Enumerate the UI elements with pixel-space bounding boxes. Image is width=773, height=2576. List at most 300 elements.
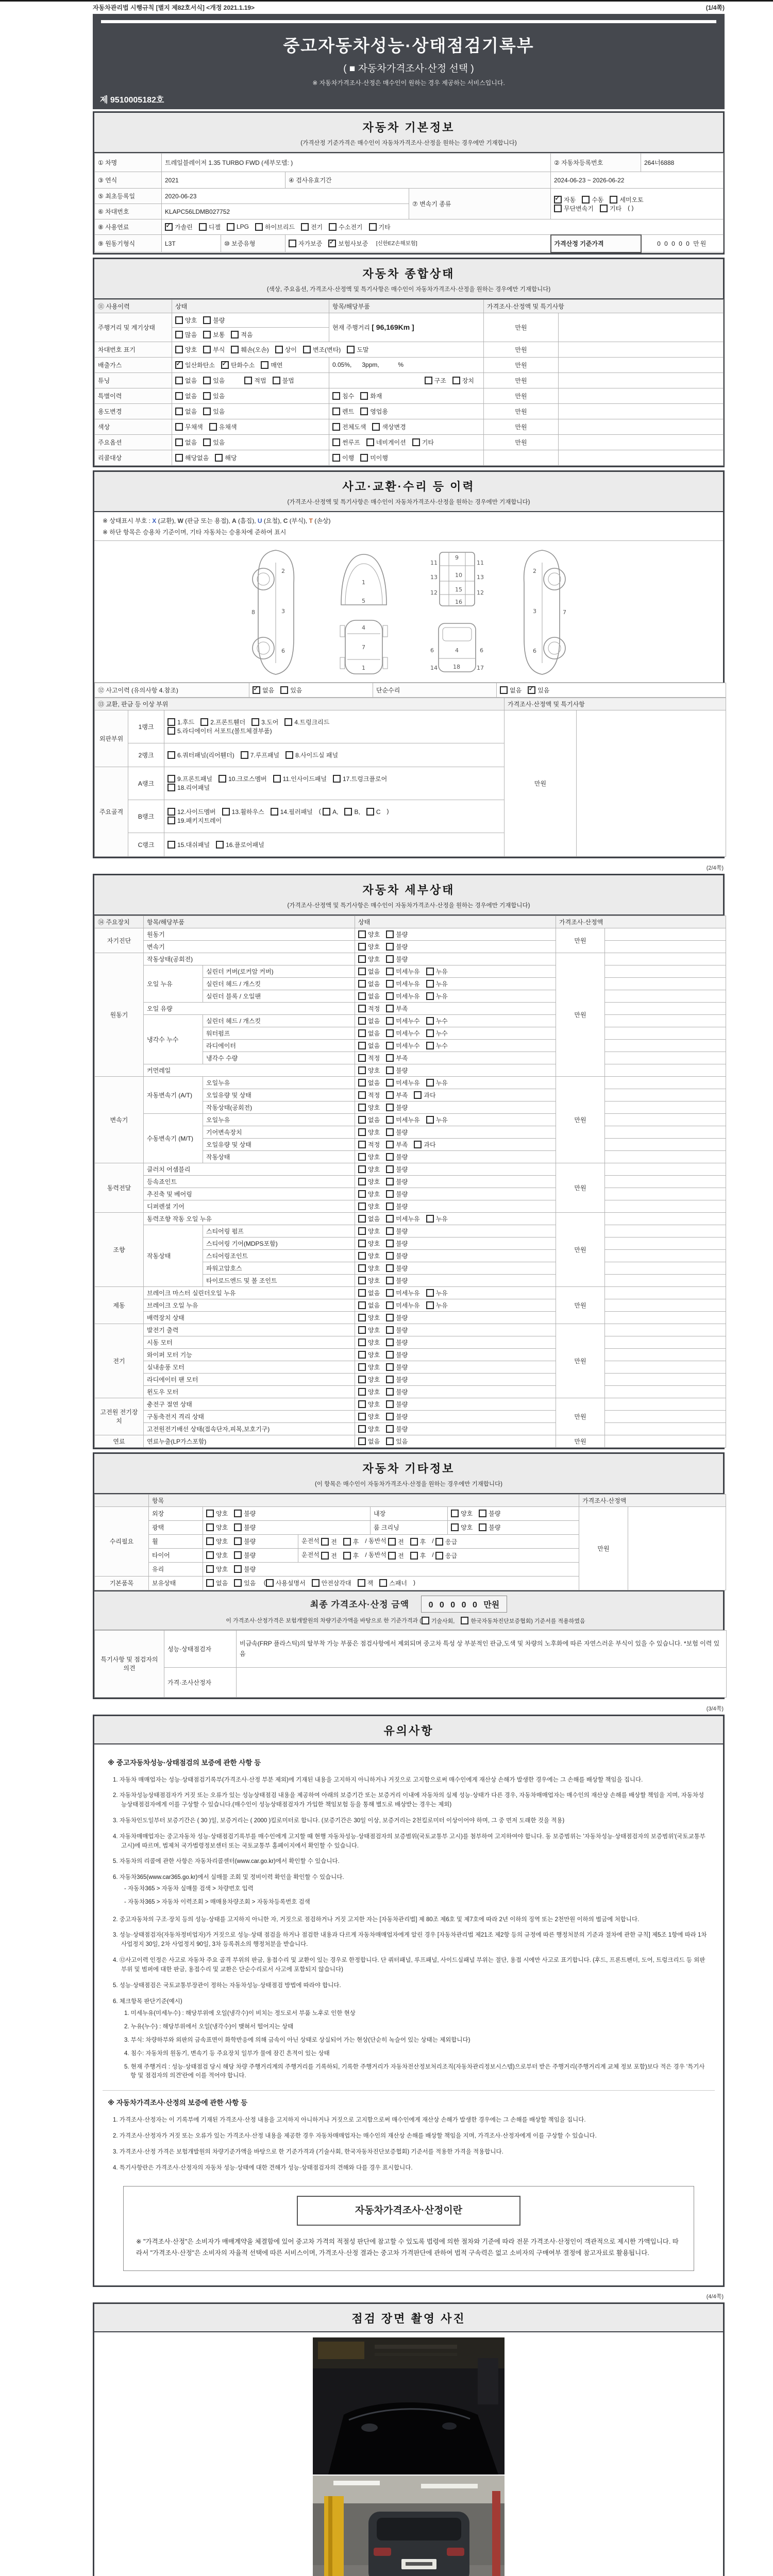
checkbox[interactable]: [358, 1202, 366, 1210]
checkbox-checked[interactable]: [165, 223, 173, 231]
checkbox[interactable]: [386, 1376, 394, 1383]
checkbox-label: 없음: [262, 686, 275, 694]
checkbox[interactable]: [358, 1005, 366, 1012]
checkbox[interactable]: [332, 454, 340, 462]
checkbox[interactable]: [273, 775, 281, 783]
checkbox-label: 양호: [368, 1165, 380, 1173]
checkbox[interactable]: [386, 1425, 394, 1433]
checkbox[interactable]: [206, 1523, 214, 1531]
checkbox[interactable]: [422, 1617, 429, 1624]
checkbox[interactable]: [175, 408, 183, 415]
checkbox[interactable]: [386, 1165, 394, 1173]
checkbox[interactable]: [167, 751, 175, 759]
checkbox-label: 양호: [216, 1552, 228, 1559]
frame-group-label: 주요골격: [95, 767, 128, 856]
checkbox[interactable]: [451, 1523, 459, 1531]
notice-subitem: - 자동차365 > 자동차 실매물 검색 > 차량번호 입력: [124, 1886, 254, 1892]
checkbox[interactable]: [167, 817, 175, 824]
checkbox[interactable]: [251, 718, 259, 726]
checkbox-label: 없음: [185, 377, 197, 384]
checkbox-label: 적정: [368, 1091, 380, 1099]
rankA-items: [164, 767, 505, 800]
checkbox-option: [451, 1509, 473, 1518]
checkbox-option: [329, 223, 362, 231]
svg-text:6: 6: [281, 647, 285, 654]
checkbox[interactable]: [461, 1617, 468, 1624]
checkbox[interactable]: [452, 377, 460, 384]
checkbox-option: [167, 718, 194, 726]
checkbox[interactable]: [329, 223, 337, 231]
checkbox[interactable]: [167, 718, 175, 726]
checkbox-label: 불량: [396, 1277, 408, 1284]
checkbox[interactable]: [386, 1178, 394, 1185]
checkbox-option: [358, 1363, 380, 1371]
checkbox[interactable]: [386, 1400, 394, 1408]
checkbox-option: [358, 1066, 380, 1075]
checkbox[interactable]: [175, 423, 183, 431]
checkbox[interactable]: [372, 423, 380, 431]
car-name-value: 트레일블레이저 1.35 TURBO FWD (세부모델: ): [162, 154, 551, 172]
checkbox[interactable]: [167, 808, 175, 816]
checkbox[interactable]: [358, 992, 366, 1000]
checkbox[interactable]: [332, 408, 340, 415]
checkbox[interactable]: [347, 346, 355, 353]
opinion-group-label: 특기사항 및 점검자의 의견: [95, 1630, 164, 1697]
checkbox[interactable]: [358, 1079, 366, 1087]
overall-col-use: ⑪ 사용이력: [95, 299, 172, 313]
checkbox[interactable]: [426, 1215, 434, 1223]
checkbox[interactable]: [426, 1116, 434, 1124]
checkbox[interactable]: [343, 1538, 351, 1546]
checkbox[interactable]: [241, 751, 248, 759]
checkbox[interactable]: [358, 1240, 366, 1247]
final-price-note: 이 가격조사·산정가격은 보험개발원의 차량기준가액을 바탕으로 한 기준가격과 ( 기술사회, 한국자동차진단보증협회) 기준서를 적용하였음: [226, 1617, 585, 1624]
checkbox[interactable]: [386, 1363, 394, 1371]
checkbox[interactable]: [358, 1227, 366, 1235]
checkbox-label: 수소전기: [339, 223, 363, 231]
checkbox[interactable]: [358, 1277, 366, 1284]
checkbox[interactable]: [344, 808, 352, 816]
checkbox[interactable]: [332, 392, 340, 400]
checkbox[interactable]: [234, 1523, 242, 1531]
checkbox[interactable]: [386, 1054, 394, 1062]
checkbox[interactable]: [285, 751, 293, 759]
checkbox-label: 전: [331, 1538, 337, 1546]
checkbox-label: 보통: [213, 331, 225, 338]
checkbox[interactable]: [234, 1510, 242, 1517]
checkbox-label: 해당없음: [185, 454, 209, 462]
checkbox[interactable]: [610, 196, 617, 204]
checkbox-label: 무채색: [185, 423, 203, 431]
checkbox[interactable]: [273, 377, 280, 384]
checkbox[interactable]: [386, 1413, 394, 1420]
checkbox[interactable]: [414, 1141, 422, 1148]
checkbox[interactable]: [426, 1301, 434, 1309]
checkbox[interactable]: [358, 1579, 365, 1587]
checkbox[interactable]: [358, 1153, 366, 1161]
checkbox[interactable]: [203, 392, 211, 400]
checkbox[interactable]: [222, 808, 230, 816]
checkbox[interactable]: [426, 1042, 434, 1049]
checkbox[interactable]: [386, 1388, 394, 1396]
checkbox-option: [203, 407, 225, 416]
checkbox-option: [285, 751, 338, 759]
checkbox-option: [386, 1177, 408, 1186]
checkbox[interactable]: [386, 1301, 394, 1309]
checkbox[interactable]: [231, 346, 239, 353]
checkbox[interactable]: [412, 438, 420, 446]
checkbox[interactable]: [358, 1376, 366, 1383]
checkbox-option: [582, 195, 603, 204]
checkbox[interactable]: [386, 1017, 394, 1025]
checkbox[interactable]: [386, 1252, 394, 1260]
checkbox[interactable]: [167, 841, 175, 849]
checkbox[interactable]: [358, 1104, 366, 1111]
checkbox[interactable]: [312, 1579, 320, 1587]
checkbox[interactable]: [358, 1017, 366, 1025]
checkbox[interactable]: [203, 438, 211, 446]
checkbox[interactable]: [388, 1552, 396, 1560]
checkbox[interactable]: [234, 1551, 242, 1559]
recall-options-1: [172, 450, 329, 465]
checkbox-checked[interactable]: [253, 686, 260, 694]
checkbox[interactable]: [358, 1141, 366, 1148]
checkbox[interactable]: [203, 331, 211, 338]
checkbox-option: [426, 1078, 448, 1087]
checkbox[interactable]: [358, 1289, 366, 1297]
other-table: 항목 가격조사·산정액 수리필요 외장 양호 불량 내장 양호 불량 만원 광택 양호 불량 룸 크리닝 양호 불량 휠 양호 불량 운전석 전 후 / 동반석 전 후 / 응급 타이어 양호 불량 운전석 전 후 / 동반석 전 후 / 응급 유리 양호 불량 기본품목 보유상태 없음 있음 ( 사용설명서 안전삼각대 잭 스패너 ): [94, 1494, 726, 1590]
checkbox[interactable]: [255, 223, 263, 231]
checkbox[interactable]: [386, 1005, 394, 1012]
checkbox[interactable]: [209, 423, 217, 431]
checkbox[interactable]: [203, 316, 211, 324]
checkbox[interactable]: [410, 1552, 418, 1560]
checkbox[interactable]: [303, 346, 311, 353]
checkbox[interactable]: [582, 196, 590, 204]
checkbox-checked[interactable]: [221, 361, 229, 369]
overall-header: [94, 259, 723, 299]
checkbox[interactable]: [203, 408, 211, 415]
checkbox-label: 양호: [216, 1510, 228, 1517]
checkbox[interactable]: [358, 1326, 366, 1334]
checkbox[interactable]: [426, 1079, 434, 1087]
checkbox[interactable]: [358, 1388, 366, 1396]
svg-text:6: 6: [532, 647, 536, 654]
checkbox[interactable]: [386, 1215, 394, 1223]
checkbox[interactable]: [426, 1289, 434, 1297]
checkbox[interactable]: [203, 346, 211, 353]
svg-text:8: 8: [251, 608, 255, 616]
checkbox-label: 렌트: [342, 408, 355, 415]
checkbox[interactable]: [206, 1537, 214, 1545]
checkbox-label: 불량: [489, 1510, 501, 1517]
checkbox-option: [167, 726, 272, 735]
checkbox[interactable]: [388, 1538, 396, 1546]
checkbox-label: 양호: [368, 955, 380, 963]
section-overall-state: [93, 258, 725, 467]
checkbox[interactable]: [358, 1413, 366, 1420]
checkbox[interactable]: [386, 1326, 394, 1334]
checkbox[interactable]: [175, 346, 183, 353]
checkbox[interactable]: [386, 1437, 394, 1445]
checkbox[interactable]: [301, 223, 309, 231]
checkbox-label: 기타: [609, 205, 622, 212]
checkbox[interactable]: [479, 1523, 486, 1531]
checkbox[interactable]: [234, 1579, 242, 1587]
code-c: C: [283, 517, 288, 524]
checkbox[interactable]: [435, 1538, 443, 1546]
notice-s1-head: ※ 중고자동차성능·상태점검의 보증에 관한 사항 등: [108, 1758, 261, 1767]
checkbox-label: 미세누유: [396, 1289, 420, 1297]
checkbox[interactable]: [358, 968, 366, 975]
inspection-period-value: 2024-06-23 ~ 2026-06-22: [551, 172, 724, 189]
checkbox-option: [175, 345, 197, 354]
checkbox[interactable]: [358, 1264, 366, 1272]
checkbox[interactable]: [332, 423, 340, 431]
checkbox[interactable]: [358, 1314, 366, 1321]
checkbox[interactable]: [206, 1510, 214, 1517]
checkbox[interactable]: [271, 808, 278, 816]
checkbox[interactable]: [386, 1042, 394, 1049]
legal-reference-line: [93, 2, 725, 14]
other-title: 자동차 기타정보: [362, 1462, 455, 1475]
checkbox[interactable]: [323, 808, 330, 816]
checkbox[interactable]: [386, 1277, 394, 1284]
checkbox[interactable]: [358, 1252, 366, 1260]
checkbox[interactable]: [280, 686, 288, 694]
checkbox-label: 없음: [368, 980, 380, 988]
checkbox[interactable]: [358, 1190, 366, 1198]
checkbox[interactable]: [386, 1104, 394, 1111]
checkbox[interactable]: [366, 438, 374, 446]
checkbox[interactable]: [500, 686, 508, 694]
checkbox[interactable]: [386, 1314, 394, 1321]
checkbox[interactable]: [386, 1264, 394, 1272]
checkbox-option: [206, 1579, 228, 1587]
checkbox[interactable]: [366, 808, 374, 816]
checkbox-label: 양호: [368, 943, 380, 951]
checkbox-label: 후: [419, 1552, 426, 1560]
checkbox[interactable]: [358, 1091, 366, 1099]
checkbox[interactable]: [358, 1351, 366, 1359]
checkbox[interactable]: [206, 1551, 214, 1559]
checkbox-option: [358, 992, 380, 1001]
checkbox[interactable]: [451, 1510, 459, 1517]
report-note: ※ 자동차가격조사·산정은 매수인이 원하는 경우 제공하는 서비스입니다.: [312, 79, 505, 87]
checkbox[interactable]: [167, 775, 175, 783]
checkbox[interactable]: [358, 1215, 366, 1223]
checkbox[interactable]: [358, 1363, 366, 1371]
checkbox[interactable]: [289, 240, 296, 247]
checkbox[interactable]: [554, 205, 562, 212]
notice-subitem: 5. 현재 주행거리 : 성능·상태점검 당시 해당 차량 주행거리계의 주행거리를 기록하되, 기록한 주행거리가 자동차전산정보처리조직(자동차관리정보시스템)으로부터 받은 주행거리(주행거리계 교체 정보 포함)보다 적은 경우 '특기사항 및 점검자의 의견'란에 이를 적어야 합니다.: [124, 2063, 705, 2079]
checkbox-label: 누유: [435, 1116, 448, 1124]
checkbox[interactable]: [360, 408, 368, 415]
checkbox[interactable]: [386, 980, 394, 988]
checkbox[interactable]: [386, 1190, 394, 1198]
checkbox-option: [234, 1523, 256, 1532]
notice-item: 2. 가격조사·산정자가 거짓 또는 오류가 있는 가격조사·산정 내용을 제공한 경우 자동차매매업자는 매수인의 재산상 손해를 배상할 책임을 지며, 가격조사·산정자에게 이를 구상할 수 있습니다.: [113, 2132, 597, 2139]
checkbox[interactable]: [175, 454, 183, 462]
checkbox[interactable]: [343, 1552, 351, 1560]
rankA-label: A랭크: [128, 767, 164, 800]
checkbox[interactable]: [266, 1579, 274, 1587]
checkbox-option: [358, 1103, 380, 1112]
checkbox-option: [206, 1509, 228, 1518]
checkbox[interactable]: [216, 841, 224, 849]
checkbox[interactable]: [386, 1128, 394, 1136]
checkbox[interactable]: [261, 361, 268, 369]
checkbox[interactable]: [234, 1537, 242, 1545]
checkbox[interactable]: [386, 1079, 394, 1087]
final-price-band: [94, 1590, 723, 1630]
checkbox[interactable]: [360, 392, 368, 400]
checkbox[interactable]: [333, 775, 341, 783]
checkbox[interactable]: [358, 1437, 366, 1445]
checkbox[interactable]: [203, 377, 211, 384]
checkbox[interactable]: [358, 1066, 366, 1074]
checkbox[interactable]: [386, 1289, 394, 1297]
checkbox[interactable]: [386, 943, 394, 951]
checkbox[interactable]: [426, 1029, 434, 1037]
checkbox[interactable]: [358, 955, 366, 963]
photos-title: 점검 장면 촬영 사진: [351, 2312, 466, 2325]
checkbox-checked[interactable]: [328, 240, 336, 247]
checkbox[interactable]: [386, 992, 394, 1000]
checkbox[interactable]: [358, 1301, 366, 1309]
checkbox[interactable]: [219, 775, 226, 783]
checkbox-checked[interactable]: [528, 686, 535, 694]
checkbox-label: 미세누유: [396, 1079, 420, 1087]
section-detail-state: [93, 874, 725, 1449]
checkbox[interactable]: [358, 1165, 366, 1173]
checkbox[interactable]: [358, 1054, 366, 1062]
checkbox-checked[interactable]: [554, 196, 562, 204]
checkbox[interactable]: [227, 223, 234, 231]
year-value: 2021: [162, 172, 285, 189]
checkbox[interactable]: [175, 392, 183, 400]
checkbox[interactable]: [386, 968, 394, 975]
checkbox[interactable]: [244, 377, 252, 384]
checkbox[interactable]: [358, 1042, 366, 1049]
checkbox[interactable]: [386, 1338, 394, 1346]
checkbox[interactable]: [360, 454, 368, 462]
section-basic-info: [93, 111, 725, 255]
checkbox[interactable]: [231, 331, 239, 338]
checkbox-option: [379, 1579, 407, 1587]
checkbox[interactable]: [358, 1338, 366, 1346]
checkbox[interactable]: [600, 205, 608, 212]
checkbox[interactable]: [386, 1029, 394, 1037]
final-price-amount: 0 0 0 0 0 만원: [421, 1596, 508, 1613]
checkbox[interactable]: [175, 377, 183, 384]
color-options-1: [172, 419, 329, 434]
checkbox-checked[interactable]: [175, 361, 183, 369]
checkbox-label: 18.리어패널: [177, 784, 210, 791]
checkbox[interactable]: [426, 1017, 434, 1025]
checkbox[interactable]: [358, 930, 366, 938]
checkbox[interactable]: [358, 980, 366, 988]
checkbox[interactable]: [321, 1552, 329, 1560]
checkbox[interactable]: [284, 718, 292, 726]
checkbox[interactable]: [215, 454, 223, 462]
checkbox[interactable]: [386, 1141, 394, 1148]
emission-options: [172, 357, 329, 372]
checkbox-label: 없음: [368, 992, 380, 1000]
checkbox[interactable]: [410, 1538, 418, 1546]
repair-group: 수리필요: [95, 1506, 149, 1576]
checkbox-option: [386, 1289, 419, 1297]
checkbox[interactable]: [386, 1091, 394, 1099]
checkbox[interactable]: [369, 223, 377, 231]
checkbox[interactable]: [386, 930, 394, 938]
checkbox[interactable]: [358, 1178, 366, 1185]
checkbox[interactable]: [358, 1400, 366, 1408]
checkbox[interactable]: [321, 1538, 329, 1546]
checkbox[interactable]: [426, 968, 434, 975]
checkbox-option: [175, 422, 203, 431]
checkbox[interactable]: [234, 1565, 242, 1573]
checkbox-label: 미세누유: [396, 1301, 420, 1309]
checkbox-label: 불량: [396, 1066, 408, 1074]
checkbox[interactable]: [386, 955, 394, 963]
checkbox[interactable]: [386, 1153, 394, 1161]
checkbox[interactable]: [358, 1116, 366, 1124]
other-subtitle: (이 항목은 매수인이 자동차가격조사·산정을 원하는 경우에만 기재합니다): [315, 1481, 502, 1487]
checkbox-label: 13.휠하우스: [231, 808, 264, 816]
checkbox[interactable]: [358, 1029, 366, 1037]
checkbox[interactable]: [358, 1128, 366, 1136]
checkbox[interactable]: [386, 1202, 394, 1210]
checkbox-option: [332, 392, 354, 400]
mileage-item: 현재 주행거리 [ 96,169Km ]: [329, 313, 484, 342]
checkbox-option: [386, 1227, 408, 1235]
checkbox[interactable]: [175, 438, 183, 446]
svg-text:10: 10: [455, 571, 462, 579]
checkbox[interactable]: [200, 718, 208, 726]
car-rear-diagram: [426, 616, 488, 678]
checkbox[interactable]: [199, 223, 207, 231]
checkbox[interactable]: [386, 1066, 394, 1074]
checkbox[interactable]: [386, 1351, 394, 1359]
checkbox[interactable]: [386, 1240, 394, 1247]
checkbox[interactable]: [479, 1510, 486, 1517]
checkbox[interactable]: [275, 346, 283, 353]
checkbox[interactable]: [358, 1425, 366, 1433]
checkbox[interactable]: [386, 1116, 394, 1124]
checkbox[interactable]: [435, 1552, 443, 1560]
checkbox[interactable]: [206, 1579, 214, 1587]
checkbox[interactable]: [386, 1227, 394, 1235]
checkbox[interactable]: [206, 1565, 214, 1573]
checkbox[interactable]: [414, 1091, 422, 1099]
checkbox[interactable]: [175, 331, 183, 338]
checkbox-option: [500, 686, 522, 694]
checkbox-option: [234, 1565, 256, 1573]
checkbox[interactable]: [332, 438, 340, 446]
checkbox-option: [358, 1091, 380, 1099]
checkbox[interactable]: [426, 992, 434, 1000]
checkbox[interactable]: [426, 980, 434, 988]
checkbox-option: [386, 1350, 408, 1359]
checkbox[interactable]: [175, 316, 183, 324]
checkbox[interactable]: [425, 377, 432, 384]
checkbox[interactable]: [358, 943, 366, 951]
checkbox[interactable]: [379, 1579, 387, 1587]
checkbox[interactable]: [167, 784, 175, 791]
checkbox-label: 불량: [396, 1338, 408, 1346]
checkbox[interactable]: [167, 727, 175, 735]
